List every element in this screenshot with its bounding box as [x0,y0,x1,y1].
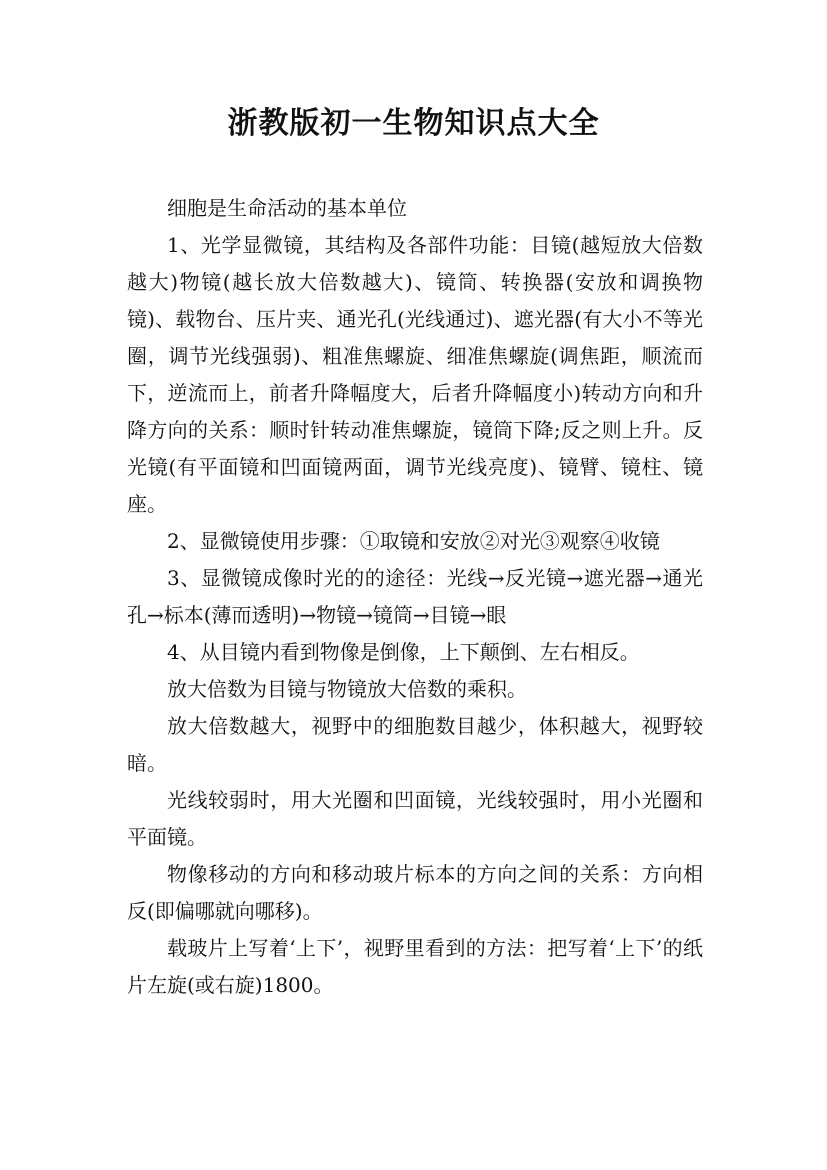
paragraph-light-path: 3、显微镜成像时光的的途径：光线→反光镜→遮光器→通光孔→标本(薄而透明)→物镜→镜筒→目镜→眼 [127,566,703,627]
page-title: 浙教版初一生物知识点大全 [227,106,600,141]
paragraph-microscope-structure: 1、光学显微镜，其结构及各部件功能：目镜(越短放大倍数越大)物镜(越长放大倍数越大)、镜筒、转换器(安放和调换物镜)、载物台、压片夹、通光孔(光线通过)、遮光器(有大小不等光圈，调节光线强弱)、粗准焦螺旋、细准焦螺旋(调焦距，顺流而下，逆流而上，前者升降幅度大，后者升降幅度小)转动方向和升降方向的关系：顺时针转动准焦螺旋，镜筒下降;反之则上升。反光镜(有平面镜和凹面镜两面，调节光线亮度)、镜臂、镜柱、镜座。 [127,233,703,516]
paragraph-slide-movement: 物像移动的方向和移动玻片标本的方向之间的关系：方向相反(即偏哪就向哪移)。 [127,862,703,923]
paragraph-slide-rotation: 载玻片上写着‘上下’，视野里看到的方法：把写着‘上下’的纸片左旋(或右旋)1800。 [127,936,703,997]
paragraph-magnification-effect: 放大倍数越大，视野中的细胞数目越少，体积越大，视野较暗。 [127,714,703,775]
paragraph-inverted-image: 4、从目镜内看到物像是倒像，上下颠倒、左右相反。 [167,640,640,664]
paragraph-microscope-steps: 2、显微镜使用步骤：①取镜和安放②对光③观察④收镜 [167,529,660,553]
paragraph-magnification: 放大倍数为目镜与物镜放大倍数的乘积。 [167,677,527,701]
paragraph-intro: 细胞是生命活动的基本单位 [167,196,407,220]
document-body [127,190,703,1004]
paragraph-light-adjustment: 光线较弱时，用大光圈和凹面镜，光线较强时，用小光圈和平面镜。 [127,788,703,849]
